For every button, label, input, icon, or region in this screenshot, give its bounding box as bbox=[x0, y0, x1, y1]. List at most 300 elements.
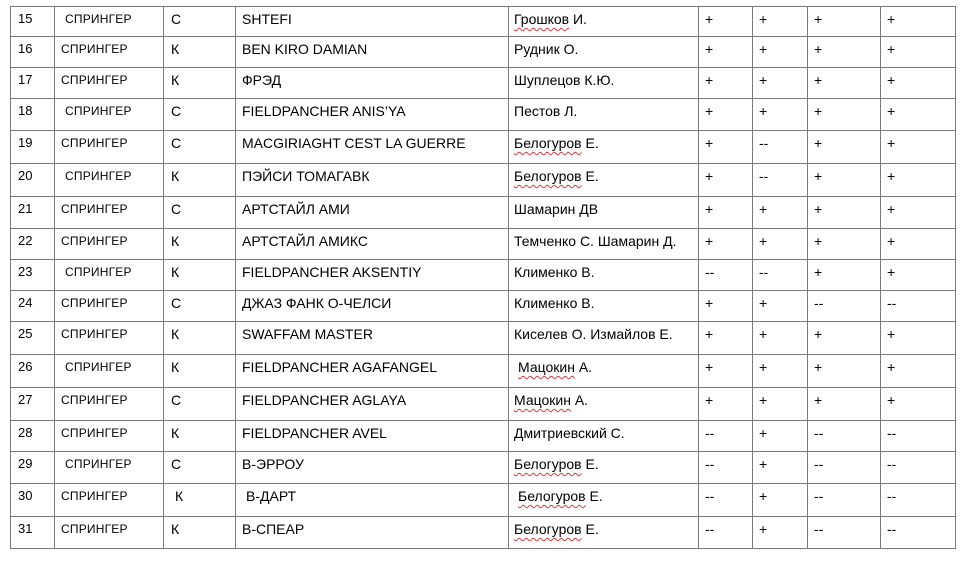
owner-cell bbox=[509, 355, 699, 388]
sex-text: С bbox=[171, 11, 182, 27]
mark-3-text: -- bbox=[814, 295, 824, 311]
mark-3-text: + bbox=[814, 326, 823, 342]
mark-2-text: + bbox=[759, 326, 768, 342]
row-number-cell bbox=[11, 388, 55, 421]
sex-text: С bbox=[171, 103, 182, 119]
breed-text: СПРИНГЕР bbox=[61, 202, 128, 216]
mark-3-cell bbox=[808, 37, 881, 68]
breed-cell bbox=[55, 131, 164, 164]
row-number-text: 22 bbox=[18, 233, 33, 248]
mark-4-text: -- bbox=[887, 488, 897, 504]
mark-2-cell bbox=[753, 131, 808, 164]
owner-initials-text: Е. bbox=[585, 488, 603, 504]
mark-2-cell bbox=[753, 452, 808, 484]
owner-name-text: Пестов Л. bbox=[514, 103, 578, 119]
mark-2-text: -- bbox=[759, 135, 769, 151]
mark-4-cell bbox=[881, 260, 956, 291]
row-number-cell bbox=[11, 517, 55, 549]
owner-cell bbox=[509, 260, 699, 291]
mark-2-text: -- bbox=[759, 264, 769, 280]
mark-1-cell bbox=[699, 131, 753, 164]
sex-cell bbox=[164, 517, 236, 549]
row-number-cell bbox=[11, 99, 55, 131]
table-row bbox=[11, 452, 956, 484]
mark-4-text: + bbox=[887, 168, 896, 184]
mark-4-text: + bbox=[887, 103, 896, 119]
owner-initials-text: Е. bbox=[581, 521, 599, 537]
table-row bbox=[11, 355, 956, 388]
breed-text: СПРИНГЕР bbox=[61, 426, 128, 440]
mark-4-text: + bbox=[887, 326, 896, 342]
row-number-cell bbox=[11, 291, 55, 322]
mark-4-text: -- bbox=[887, 521, 897, 537]
mark-3-cell bbox=[808, 355, 881, 388]
mark-2-text: + bbox=[759, 456, 768, 472]
mark-4-cell bbox=[881, 452, 956, 484]
dog-name-cell bbox=[236, 517, 509, 549]
sex-text: К bbox=[171, 359, 180, 375]
mark-3-cell bbox=[808, 197, 881, 229]
owner-cell bbox=[509, 68, 699, 99]
mark-1-text: -- bbox=[705, 521, 715, 537]
mark-1-cell bbox=[699, 37, 753, 68]
sex-text: К bbox=[171, 72, 180, 88]
owner-initials-text: А. bbox=[574, 359, 593, 375]
mark-1-cell bbox=[699, 421, 753, 452]
mark-1-text: + bbox=[705, 295, 714, 311]
dog-name-cell bbox=[236, 452, 509, 484]
sex-text: К bbox=[171, 521, 180, 537]
row-number-cell bbox=[11, 260, 55, 291]
mark-3-cell bbox=[808, 229, 881, 260]
dog-name-text: В-СПЕАР bbox=[242, 521, 305, 537]
owner-cell bbox=[509, 421, 699, 452]
mark-1-text: + bbox=[705, 359, 714, 375]
mark-2-text: -- bbox=[759, 168, 769, 184]
mark-1-text: + bbox=[705, 326, 714, 342]
breed-text: СПРИНГЕР bbox=[61, 296, 128, 310]
mark-3-cell bbox=[808, 164, 881, 197]
row-number-text: 15 bbox=[18, 11, 33, 26]
breed-cell bbox=[55, 355, 164, 388]
row-number-cell bbox=[11, 421, 55, 452]
table-row bbox=[11, 131, 956, 164]
mark-2-text: + bbox=[759, 201, 768, 217]
breed-cell bbox=[55, 322, 164, 355]
mark-3-cell bbox=[808, 517, 881, 549]
mark-4-cell bbox=[881, 197, 956, 229]
sex-text: К bbox=[171, 233, 180, 249]
sex-cell bbox=[164, 7, 236, 37]
owner-initials-text: Е. bbox=[581, 456, 599, 472]
breed-text: СПРИНГЕР bbox=[61, 327, 128, 341]
sex-cell bbox=[164, 355, 236, 388]
owner-cell bbox=[509, 484, 699, 517]
owner-name-text: Рудник О. bbox=[514, 41, 579, 57]
mark-3-text: + bbox=[814, 359, 823, 375]
mark-4-cell bbox=[881, 229, 956, 260]
dog-name-cell bbox=[236, 37, 509, 68]
mark-2-cell bbox=[753, 164, 808, 197]
mark-2-cell bbox=[753, 517, 808, 549]
dog-name-cell bbox=[236, 68, 509, 99]
owner-name-text: Киселев О. Измайлов Е. bbox=[514, 326, 673, 342]
dog-name-text: ФРЭД bbox=[242, 72, 282, 88]
mark-4-cell bbox=[881, 484, 956, 517]
table-row bbox=[11, 7, 956, 37]
table-row bbox=[11, 388, 956, 421]
mark-3-cell bbox=[808, 388, 881, 421]
breed-text: СПРИНГЕР bbox=[65, 104, 132, 118]
mark-1-cell bbox=[699, 291, 753, 322]
mark-4-text: + bbox=[887, 72, 896, 88]
owner-name-text: Темченко С. Шамарин Д. bbox=[514, 233, 677, 249]
breed-cell bbox=[55, 452, 164, 484]
mark-4-text: -- bbox=[887, 295, 897, 311]
mark-4-cell bbox=[881, 164, 956, 197]
sex-text: К bbox=[171, 326, 180, 342]
mark-4-text: -- bbox=[887, 425, 897, 441]
owner-cell bbox=[509, 322, 699, 355]
mark-2-text: + bbox=[759, 72, 768, 88]
owner-initials-text: А. bbox=[570, 392, 589, 408]
mark-2-cell bbox=[753, 99, 808, 131]
owner-cell bbox=[509, 164, 699, 197]
breed-cell bbox=[55, 484, 164, 517]
mark-1-text: + bbox=[705, 11, 714, 27]
row-number-cell bbox=[11, 322, 55, 355]
owner-name-text: Белогуров bbox=[514, 521, 582, 537]
breed-text: СПРИНГЕР bbox=[61, 73, 128, 87]
mark-4-text: + bbox=[887, 264, 896, 280]
breed-text: СПРИНГЕР bbox=[65, 12, 132, 26]
breed-text: СПРИНГЕР bbox=[61, 42, 128, 56]
row-number-cell bbox=[11, 164, 55, 197]
owner-cell bbox=[509, 291, 699, 322]
mark-4-text: + bbox=[887, 233, 896, 249]
owner-name-text: Грошков bbox=[514, 11, 570, 27]
mark-4-cell bbox=[881, 421, 956, 452]
breed-cell bbox=[55, 291, 164, 322]
table-row bbox=[11, 421, 956, 452]
mark-3-cell bbox=[808, 68, 881, 99]
owner-cell bbox=[509, 131, 699, 164]
owner-name-text: Шамарин ДВ bbox=[514, 201, 599, 217]
row-number-cell bbox=[11, 452, 55, 484]
sex-text: С bbox=[171, 392, 182, 408]
owner-cell bbox=[509, 99, 699, 131]
mark-4-text: + bbox=[887, 359, 896, 375]
mark-3-cell bbox=[808, 484, 881, 517]
sex-text: С bbox=[171, 456, 182, 472]
sex-cell bbox=[164, 68, 236, 99]
mark-2-cell bbox=[753, 388, 808, 421]
breed-cell bbox=[55, 37, 164, 68]
dog-name-text: FIELDPANCHER AKSENTIY bbox=[242, 264, 422, 280]
dog-name-text: В-ЭРРОУ bbox=[242, 456, 304, 472]
breed-text: СПРИНГЕР bbox=[61, 489, 128, 503]
mark-4-cell bbox=[881, 517, 956, 549]
mark-2-text: + bbox=[759, 233, 768, 249]
sex-text: С bbox=[171, 201, 182, 217]
sex-cell bbox=[164, 452, 236, 484]
mark-2-text: + bbox=[759, 425, 768, 441]
mark-4-text: + bbox=[887, 201, 896, 217]
mark-3-text: + bbox=[814, 135, 823, 151]
table-row bbox=[11, 517, 956, 549]
dog-name-cell bbox=[236, 131, 509, 164]
mark-1-text: + bbox=[705, 201, 714, 217]
dog-name-cell bbox=[236, 164, 509, 197]
mark-4-text: + bbox=[887, 41, 896, 57]
dog-name-text: FIELDPANCHER ANIS’YA bbox=[242, 103, 406, 119]
table-row bbox=[11, 484, 956, 517]
mark-1-cell bbox=[699, 517, 753, 549]
owner-name-text: Клименко В. bbox=[514, 295, 595, 311]
mark-1-text: + bbox=[705, 233, 714, 249]
mark-1-text: + bbox=[705, 168, 714, 184]
row-number-text: 24 bbox=[18, 295, 33, 310]
dog-name-text: SWAFFAM MASTER bbox=[242, 326, 373, 342]
mark-1-text: -- bbox=[705, 425, 715, 441]
mark-4-text: + bbox=[887, 135, 896, 151]
breed-cell bbox=[55, 388, 164, 421]
breed-text: СПРИНГЕР bbox=[65, 169, 132, 183]
owner-cell bbox=[509, 229, 699, 260]
row-number-text: 16 bbox=[18, 41, 33, 56]
breed-cell bbox=[55, 229, 164, 260]
mark-1-cell bbox=[699, 484, 753, 517]
mark-3-cell bbox=[808, 260, 881, 291]
mark-4-text: + bbox=[887, 392, 896, 408]
mark-2-cell bbox=[753, 421, 808, 452]
dog-name-cell bbox=[236, 229, 509, 260]
row-number-text: 21 bbox=[18, 201, 33, 216]
sex-cell bbox=[164, 37, 236, 68]
mark-2-cell bbox=[753, 291, 808, 322]
dog-name-text: BEN KIRO DAMIAN bbox=[242, 41, 368, 57]
mark-3-text: -- bbox=[814, 521, 824, 537]
mark-3-cell bbox=[808, 291, 881, 322]
table-row bbox=[11, 37, 956, 68]
mark-1-cell bbox=[699, 164, 753, 197]
mark-2-text: + bbox=[759, 488, 768, 504]
owner-cell bbox=[509, 517, 699, 549]
mark-2-cell bbox=[753, 260, 808, 291]
mark-1-cell bbox=[699, 197, 753, 229]
mark-1-text: -- bbox=[705, 456, 715, 472]
mark-3-text: + bbox=[814, 264, 823, 280]
mark-3-text: + bbox=[814, 103, 823, 119]
dog-name-text: SHTEFI bbox=[242, 11, 292, 27]
mark-4-cell bbox=[881, 355, 956, 388]
dog-name-text: FIELDPANCHER AGLAYA bbox=[242, 392, 407, 408]
row-number-cell bbox=[11, 229, 55, 260]
breed-cell bbox=[55, 260, 164, 291]
table-row bbox=[11, 164, 956, 197]
table-row bbox=[11, 322, 956, 355]
owner-name-text: Белогуров bbox=[514, 135, 582, 151]
owner-name-text: Дмитриевский С. bbox=[514, 425, 625, 441]
mark-1-cell bbox=[699, 229, 753, 260]
mark-2-cell bbox=[753, 322, 808, 355]
owner-cell bbox=[509, 7, 699, 37]
mark-3-cell bbox=[808, 322, 881, 355]
breed-text: СПРИНГЕР bbox=[65, 265, 132, 279]
mark-3-text: -- bbox=[814, 456, 824, 472]
dog-name-text: ПЭЙСИ ТОМАГАВК bbox=[242, 168, 370, 184]
sex-text: К bbox=[171, 264, 180, 280]
mark-1-cell bbox=[699, 452, 753, 484]
mark-3-text: + bbox=[814, 201, 823, 217]
row-number-text: 31 bbox=[18, 521, 33, 536]
row-number-cell bbox=[11, 7, 55, 37]
mark-3-cell bbox=[808, 7, 881, 37]
dog-name-cell bbox=[236, 7, 509, 37]
mark-2-cell bbox=[753, 7, 808, 37]
breed-cell bbox=[55, 421, 164, 452]
row-number-text: 23 bbox=[18, 264, 33, 279]
dog-name-cell bbox=[236, 421, 509, 452]
breed-text: СПРИНГЕР bbox=[61, 522, 128, 536]
table-body bbox=[11, 7, 956, 549]
sex-text: С bbox=[171, 135, 182, 151]
mark-3-cell bbox=[808, 99, 881, 131]
breed-cell bbox=[55, 99, 164, 131]
sex-cell bbox=[164, 229, 236, 260]
mark-1-text: + bbox=[705, 135, 714, 151]
breed-text: СПРИНГЕР bbox=[65, 360, 132, 374]
breed-cell bbox=[55, 517, 164, 549]
mark-4-cell bbox=[881, 99, 956, 131]
breed-text: СПРИНГЕР bbox=[61, 234, 128, 248]
mark-1-cell bbox=[699, 260, 753, 291]
mark-2-cell bbox=[753, 355, 808, 388]
row-number-text: 29 bbox=[18, 456, 33, 471]
table-row bbox=[11, 260, 956, 291]
sex-cell bbox=[164, 388, 236, 421]
mark-2-cell bbox=[753, 484, 808, 517]
breed-cell bbox=[55, 7, 164, 37]
mark-3-cell bbox=[808, 421, 881, 452]
dog-name-cell bbox=[236, 322, 509, 355]
mark-4-cell bbox=[881, 388, 956, 421]
table-row bbox=[11, 229, 956, 260]
mark-4-cell bbox=[881, 131, 956, 164]
sex-text: К bbox=[175, 488, 184, 504]
mark-4-text: -- bbox=[887, 456, 897, 472]
sex-cell bbox=[164, 99, 236, 131]
dog-name-text: АРТСТАЙЛ АМИ bbox=[242, 201, 350, 217]
mark-1-cell bbox=[699, 388, 753, 421]
mark-1-text: + bbox=[705, 41, 714, 57]
owner-initials-text: И. bbox=[569, 11, 587, 27]
breed-text: СПРИНГЕР bbox=[65, 457, 132, 471]
sex-text: К bbox=[171, 425, 180, 441]
row-number-text: 20 bbox=[18, 168, 33, 183]
mark-2-cell bbox=[753, 37, 808, 68]
sex-cell bbox=[164, 421, 236, 452]
owner-initials-text: Е. bbox=[581, 135, 599, 151]
dog-name-text: АРТСТАЙЛ АМИКС bbox=[242, 233, 368, 249]
mark-1-cell bbox=[699, 355, 753, 388]
owner-name-text: Белогуров bbox=[514, 456, 582, 472]
results-table bbox=[10, 6, 956, 549]
mark-3-text: -- bbox=[814, 488, 824, 504]
mark-4-cell bbox=[881, 68, 956, 99]
mark-3-text: + bbox=[814, 41, 823, 57]
breed-cell bbox=[55, 164, 164, 197]
dog-name-cell bbox=[236, 355, 509, 388]
mark-2-text: + bbox=[759, 521, 768, 537]
owner-name-text: Шуплецов К.Ю. bbox=[514, 72, 615, 88]
breed-text: СПРИНГЕР bbox=[61, 136, 128, 150]
owner-name-text: Клименко В. bbox=[514, 264, 595, 280]
mark-2-cell bbox=[753, 229, 808, 260]
mark-1-text: + bbox=[705, 392, 714, 408]
owner-cell bbox=[509, 452, 699, 484]
row-number-text: 17 bbox=[18, 72, 33, 87]
mark-3-text: + bbox=[814, 233, 823, 249]
row-number-cell bbox=[11, 484, 55, 517]
mark-4-text: + bbox=[887, 11, 896, 27]
mark-4-cell bbox=[881, 37, 956, 68]
mark-2-text: + bbox=[759, 295, 768, 311]
mark-1-text: + bbox=[705, 72, 714, 88]
mark-2-text: + bbox=[759, 392, 768, 408]
owner-name-text: Мацокин bbox=[518, 359, 575, 375]
dog-name-text: FIELDPANCHER AGAFANGEL bbox=[242, 359, 438, 375]
mark-3-cell bbox=[808, 131, 881, 164]
dog-name-text: В-ДАРТ bbox=[246, 488, 297, 504]
mark-2-cell bbox=[753, 197, 808, 229]
mark-1-text: -- bbox=[705, 264, 715, 280]
breed-cell bbox=[55, 68, 164, 99]
mark-2-text: + bbox=[759, 103, 768, 119]
mark-1-cell bbox=[699, 68, 753, 99]
mark-3-text: + bbox=[814, 11, 823, 27]
mark-1-text: + bbox=[705, 103, 714, 119]
sex-text: К bbox=[171, 41, 180, 57]
owner-cell bbox=[509, 37, 699, 68]
sex-text: С bbox=[171, 295, 182, 311]
mark-3-text: + bbox=[814, 392, 823, 408]
table-row bbox=[11, 291, 956, 322]
sex-cell bbox=[164, 197, 236, 229]
mark-2-text: + bbox=[759, 11, 768, 27]
sex-cell bbox=[164, 131, 236, 164]
table-row bbox=[11, 68, 956, 99]
sex-cell bbox=[164, 291, 236, 322]
breed-text: СПРИНГЕР bbox=[61, 393, 128, 407]
row-number-cell bbox=[11, 197, 55, 229]
mark-1-cell bbox=[699, 7, 753, 37]
dog-name-cell bbox=[236, 197, 509, 229]
mark-3-cell bbox=[808, 452, 881, 484]
owner-cell bbox=[509, 197, 699, 229]
table-row bbox=[11, 197, 956, 229]
owner-name-text: Белогуров bbox=[518, 488, 586, 504]
row-number-text: 27 bbox=[18, 392, 33, 407]
mark-3-text: + bbox=[814, 72, 823, 88]
dog-name-cell bbox=[236, 291, 509, 322]
mark-3-text: + bbox=[814, 168, 823, 184]
mark-4-cell bbox=[881, 291, 956, 322]
owner-cell bbox=[509, 388, 699, 421]
row-number-cell bbox=[11, 131, 55, 164]
dog-name-text: FIELDPANCHER AVEL bbox=[242, 425, 387, 441]
dog-name-cell bbox=[236, 260, 509, 291]
